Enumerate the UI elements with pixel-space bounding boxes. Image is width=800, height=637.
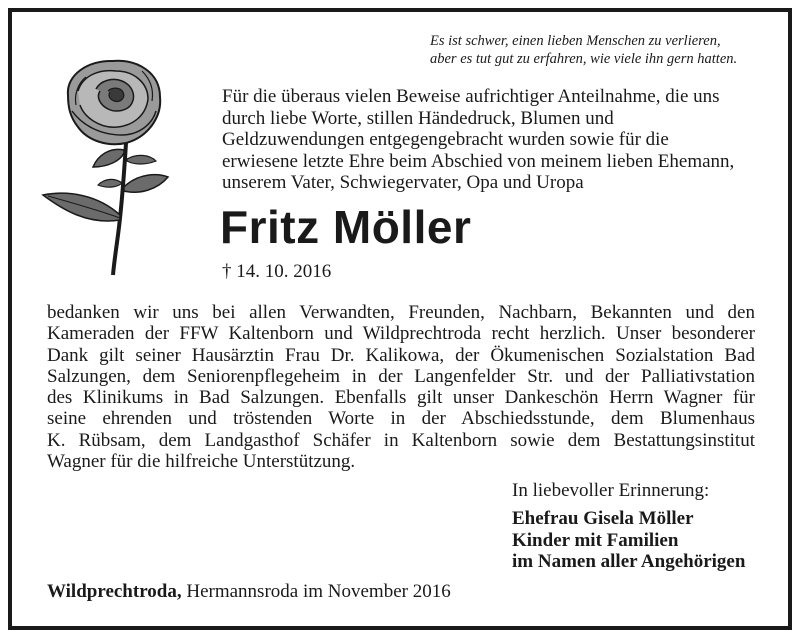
signer-line: Kinder mit Familien (512, 529, 679, 551)
place-date-line (47, 581, 451, 603)
signers-block (512, 508, 745, 573)
place-date: Hermannsroda im November 2016 (181, 581, 451, 602)
intro-line: unserem Vater, Schwiegervater, Opa und Uropa (222, 172, 584, 193)
memory-label: In liebevoller Erinnerung: (512, 480, 710, 501)
rose-icon (38, 55, 188, 280)
body-line: seine ehrenden und tröstenden Worte in der Abschiedsstunde, dem Blumenhaus (47, 408, 755, 430)
body-line: Wagner für die hilfreiche Unterstützung. (47, 451, 356, 473)
epigraph-quote (430, 32, 760, 68)
thanks-paragraph (47, 302, 755, 472)
body-line: bedanken wir uns bei allen Verwandten, Freunden, Nachbarn, Bekannten und den (47, 302, 755, 323)
body-line: Salzungen, dem Seniorenpflegeheim in der Langenfelder Str. und der Palliativstation (47, 365, 755, 387)
body-line: K. Rübsam, dem Landgasthof Schäfer in Kaltenborn sowie dem Bestattungsinstitut (47, 429, 755, 451)
deceased-name: Fritz Möller (220, 201, 472, 253)
quote-line: aber es tut gut zu erfahren, wie viele ihn gern hatten. (430, 51, 738, 67)
intro-line: Für die überaus vielen Beweise aufrichtiger Anteilnahme, die uns (222, 86, 720, 107)
body-line: Dank gilt seiner Hausärztin Frau Dr. Kalikowa, der Ökumenischen Sozialstation Bad (47, 344, 755, 366)
signer-line: Ehefrau Gisela Möller (512, 508, 694, 529)
death-date: † 14. 10. 2016 (222, 261, 332, 282)
body-line: des Klinikums in Bad Salzungen. Ebenfalls gilt unser Dankeschön Herrn Wagner für (47, 387, 755, 409)
intro-line: durch liebe Worte, stillen Händedruck, Blumen und (222, 107, 614, 129)
quote-line: Es ist schwer, einen lieben Menschen zu verlieren, (430, 33, 721, 49)
intro-paragraph (222, 86, 767, 194)
place-name: Wildprechtroda, (47, 581, 182, 602)
intro-line: Geldzuwendungen entgegengebracht wurden sowie für die (222, 129, 669, 150)
signer-line: im Namen aller Angehörigen (512, 551, 746, 572)
intro-line: erwiesene letzte Ehre beim Abschied von meinem lieben Ehemann, (222, 150, 735, 172)
body-line: Kameraden der FFW Kaltenborn und Wildprechtroda recht herzlich. Unser besonderer (47, 323, 755, 345)
